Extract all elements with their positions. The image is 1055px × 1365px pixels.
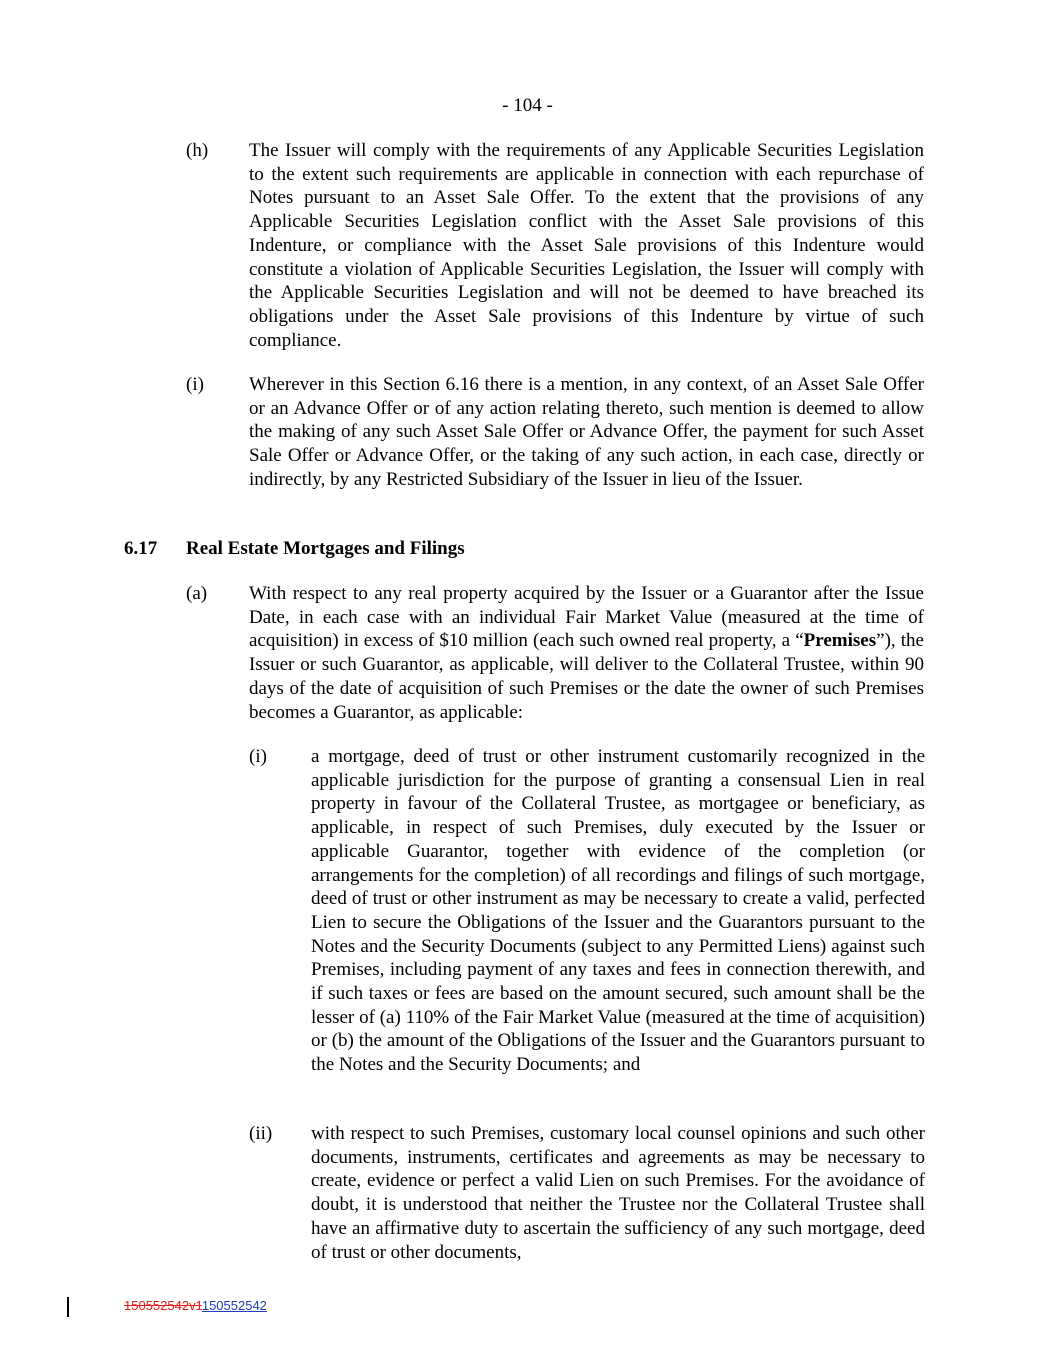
sub-item-i-label: (i): [249, 746, 267, 767]
item-i-text: Wherever in this Section 6.16 there is a mention, in any context, of an Asset Sale Offer or an Advance Offer or of any action relating thereto, such mention is deemed to allow the making of any such Asset Sale Offer or Advance Offer, the payment for such Asset Sale Offer or Advance Offer, or the taking of any such action, in each case, directly or indirectly, by any Restricted Subsidiary of the Issuer in lieu of the Issuer.: [249, 374, 924, 490]
item-a-text-after: ”), the Issuer or such Guarantor, as applicable, will deliver to the Collateral Trustee, within 90 days of the date of acquisition of such Premises or the date the owner of such Premises becomes a Guarantor, as applicable:: [249, 630, 924, 723]
item-h-label: (h): [186, 140, 209, 161]
inserted-document-id: 150552542: [201, 1298, 267, 1313]
item-a-label: (a): [186, 583, 208, 604]
sub-item-ii-text: with respect to such Premises, customary local counsel opinions and such other documents, instruments, certificates and agreements as may be necessary to create, evidence or perfect a valid Lien on such Premises. For the avoidance of doubt, it is understood that neither the Trustee nor the Collateral Trustee shall have an affirmative duty to ascertain the sufficiency of any such mortgage, deed of trust or other documents,: [311, 1123, 925, 1263]
defined-term-premises: Premises: [803, 630, 877, 652]
section-title: Real Estate Mortgages and Filings: [186, 538, 465, 559]
section-number: 6.17: [124, 538, 158, 559]
page-number: - 104 -: [502, 95, 553, 116]
sub-item-ii-label: (ii): [249, 1123, 273, 1144]
deleted-document-id: 150552542v1: [124, 1298, 202, 1313]
document-id: [124, 1298, 267, 1314]
sub-item-i-text: a mortgage, deed of trust or other instrument customarily recognized in the applicable jurisdiction for the purpose of granting a consensual Lien in real property in favour of the Collateral Trustee, as mortgagee or beneficiary, as applicable, in respect of such Premises, duly executed by the Issuer or applicable Guarantor, together with evidence of the completion (or arrangements for the completion) of all recordings and filings of such mortgage, deed of trust or other instrument as may be necessary to create a valid, perfected Lien to secure the Obligations of the Issuer and the Guarantors pursuant to the Notes and the Security Documents (subject to any Permitted Liens) against such Premises, including payment of any taxes and fees in connection therewith, and if such taxes or fees are based on the amount secured, such amount shall be the lesser of (a) 110% of the Fair Market Value (measured at the time of acquisition) or (b) the amount of the Obligations of the Issuer and the Guarantors pursuant to the Notes and the Security Documents; and: [311, 746, 925, 1076]
item-h-text: The Issuer will comply with the requirements of any Applicable Securities Legislation to the extent such requirements are applicable in connection with each repurchase of Notes pursuant to an Asset Sale Offer. To the extent that the provisions of any Applicable Securities Legislation conflict with the Asset Sale provisions of this Indenture, or compliance with the Asset Sale provisions of this Indenture would constitute a violation of Applicable Securities Legislation, the Issuer will comply with the Applicable Securities Legislation and will not be deemed to have breached its obligations under the Asset Sale provisions of this Indenture by virtue of such compliance.: [249, 140, 924, 351]
change-bar: [67, 1297, 69, 1317]
item-a-text: [249, 582, 924, 724]
item-i-label: (i): [186, 374, 204, 395]
item-a-text-before: With respect to any real property acquired by the Issuer or a Guarantor after the Issue Date, in each case with an individual Fair Market Value (measured at the time of acquisition) in excess of $10 million (each such owned real property, a “: [249, 583, 924, 652]
